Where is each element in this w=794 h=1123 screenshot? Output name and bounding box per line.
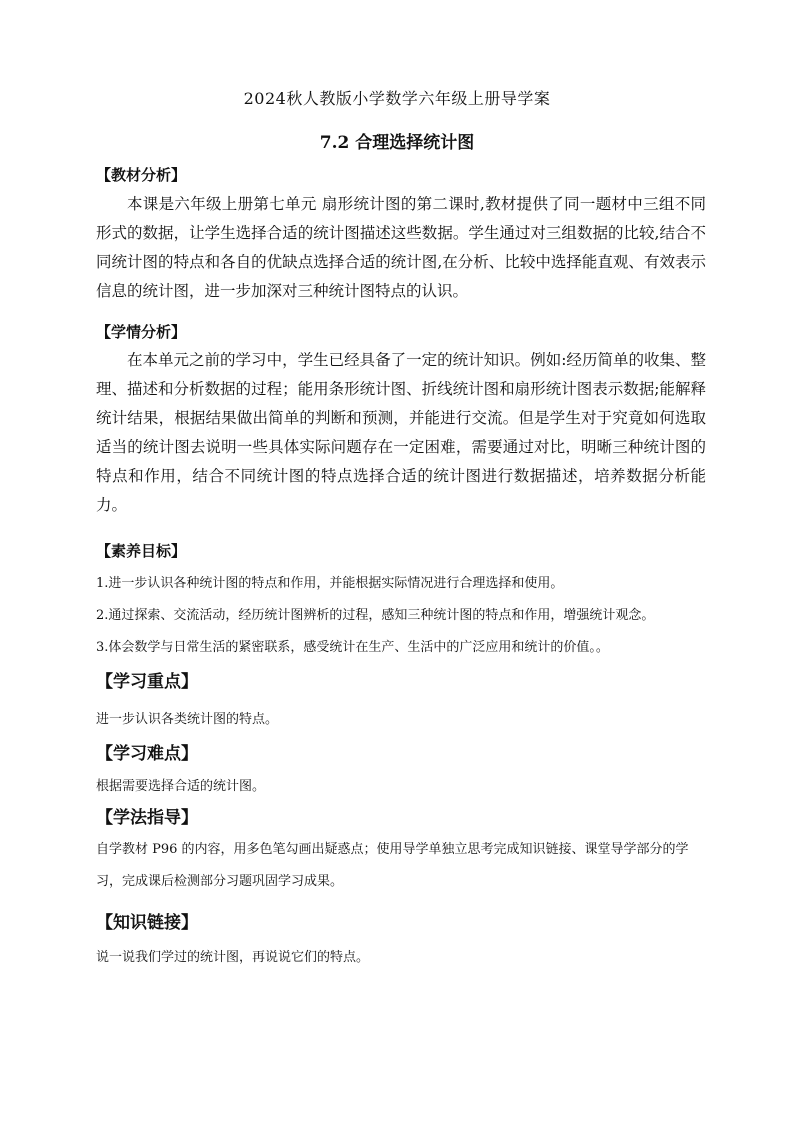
literacy-goal-item: 2.通过探索、交流活动，经历统计图辨析的过程，感知三种统计图的特点和作用，增强统计观念。: [96, 608, 655, 623]
difficulties-text: 根据需要选择合适的统计图。: [96, 779, 266, 794]
key-points-text: 进一步认识各类统计图的特点。: [96, 712, 279, 727]
section-heading-key-points: 【学习重点】: [96, 672, 198, 692]
knowledge-link-text: 说一说我们学过的统计图，再说说它们的特点。: [96, 950, 370, 965]
section-heading-literacy-goals: 【素养目标】: [96, 542, 187, 560]
lesson-title: 7.2 合理选择统计图: [319, 133, 475, 153]
literacy-goal-item: 1.进一步认识各种统计图的特点和作用，并能根据实际情况进行合理选择和使用。: [96, 576, 564, 591]
study-guide-text: 自学教材 P96 的内容，用多色笔勾画出疑惑点；使用导学单独立思考完成知识链接、课堂导学部分的学习，完成课后检测部分习题巩固学习成果。: [96, 842, 689, 889]
document-header: 2024秋人教版小学数学六年级上册导学案: [243, 89, 551, 108]
section-heading-student-analysis: 【学情分析】: [96, 323, 187, 341]
student-analysis-text: 在本单元之前的学习中，学生已经具备了一定的统计知识。例如:经历简单的收集、整理、描述和分析数据的过程；能用条形统计图、折线统计图和扇形统计图表示数据;能解释统计结果，根据结果做出简单的判断和预测，并能进行交流。但是学生对于究竟如何选取适当的统计图去说明一些具体实际问题存在一定困难，需要通过对比，明晰三种统计图的特点和作用，结合不同统计图的特点选择合适的统计图进行数据描述，培养数据分析能力。: [96, 351, 706, 514]
section-heading-textbook-analysis: 【教材分析】: [96, 166, 187, 184]
literacy-goal-item: 3.体会数学与日常生活的紧密联系，感受统计在生产、生活中的广泛应用和统计的价值。。: [96, 640, 609, 655]
section-heading-study-guide: 【学法指导】: [96, 808, 198, 828]
textbook-analysis-text: 本课是六年级上册第七单元 扇形统计图的第二课时,教材提供了同一题材中三组不同形式的数据，让学生选择合适的统计图描述这些数据。学生通过对三组数据的比较,结合不同统计图的特点和各自的优缺点选择合适的统计图,在分析、比较中选择能直观、有效表示信息的统计图，进一步加深对三种统计图特点的认识。: [96, 195, 706, 300]
section-heading-knowledge-link: 【知识链接】: [96, 913, 198, 933]
section-heading-difficulties: 【学习难点】: [96, 744, 198, 764]
